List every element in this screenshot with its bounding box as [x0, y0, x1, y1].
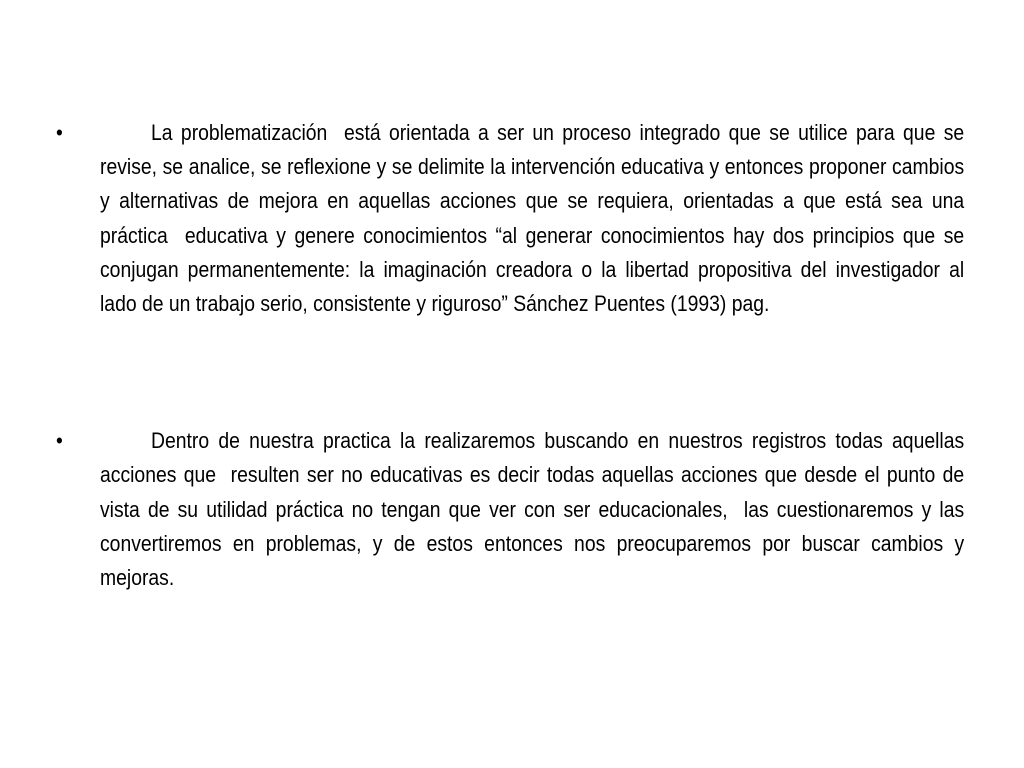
bullet-item-problematizacion [56, 116, 970, 321]
bullet-item-practica [56, 424, 970, 595]
bullet-marker: • [56, 120, 63, 145]
bullet-marker: • [56, 428, 63, 454]
paragraph-text: Dentro de nuestra practica la realizaremos buscando en nuestros registros todas aquellas acciones que resulten ser no educativas es decir todas aquellas acciones que desde el punto de vista de su utilidad práctica no tengan que ver con ser educacionales, las cuestionaremos y las convertiremos en problemas, y de estos entonces nos preocuparemos por buscar cambios y mejoras. [100, 428, 970, 591]
bullet-list [56, 116, 970, 595]
paragraph-text: La problematización está orientada a ser un proceso integrado que se utilice para que se revise, se analice, se reflexione y se delimite la intervención educativa y entonces proponer cambios y alternativas de mejora en aquellas acciones que se requiera, orientadas a que está sea una práctica educativa y genere conocimientos “al generar conocimientos hay dos principios que se conjugan permanentemente: la imaginación creadora o la libertad propositiva del investigador al lado de un trabajo serio, consistente y riguroso” Sánchez Puentes (1993) pag. [100, 120, 970, 317]
